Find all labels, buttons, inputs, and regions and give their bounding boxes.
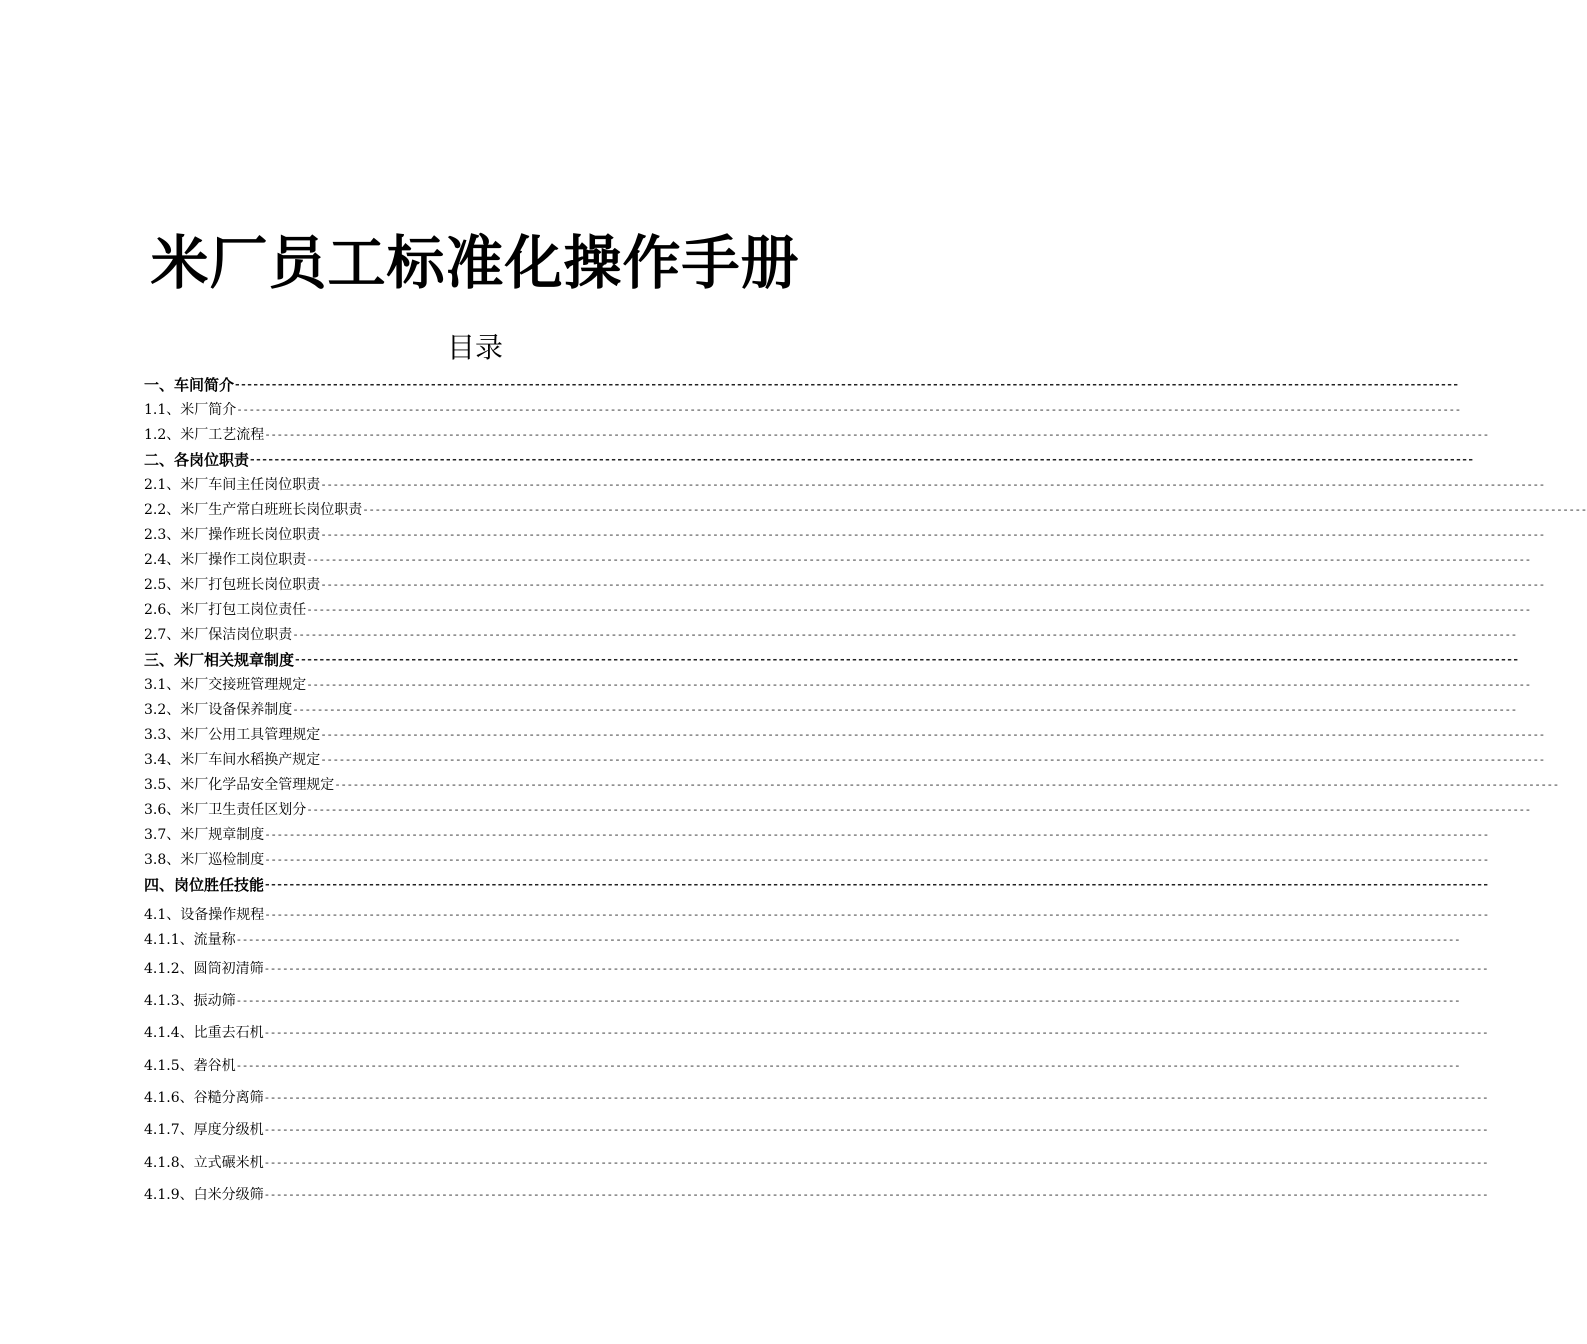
- toc-entry-number: 2.7、: [144, 627, 181, 643]
- toc-leader-dots: --------------------------------------------------------------------------------------------------------------------------------------------------------------------------------------------------------: [306, 677, 1531, 691]
- toc-entry-number: 1.2、: [144, 427, 181, 443]
- toc-leader-dots: --------------------------------------------------------------------------------------------------------------------------------------------------------------------------------------------------------: [236, 402, 1461, 416]
- toc-leader-dots: --------------------------------------------------------------------------------------------------------------------------------------------------------------------------------------------------------: [320, 577, 1545, 591]
- toc-leader-dots: --------------------------------------------------------------------------------------------------------------------------------------------------------------------------------------------------------: [263, 1155, 1489, 1169]
- toc-entry-number: 2.6、: [144, 602, 181, 618]
- toc-entry-number: 四、: [144, 875, 175, 894]
- toc-leader-dots: --------------------------------------------------------------------------------------------------------------------------------------------------------------------------------------------------------: [235, 993, 1461, 1007]
- toc-entry-label: 车间简介: [174, 375, 235, 394]
- document-title: 米厂员工标准化操作手册: [150, 229, 800, 297]
- toc-entry-label: 米厂生产常白班班长岗位职责: [180, 502, 363, 518]
- toc-leader-dots: --------------------------------------------------------------------------------------------------------------------------------------------------------------------------------------------------------: [235, 1058, 1461, 1072]
- toc-entry-label: 立式碾米机: [193, 1155, 264, 1171]
- toc-entry-label: 米厂公用工具管理规定: [180, 727, 321, 743]
- toc-entry-label: 砻谷机: [193, 1058, 236, 1074]
- toc-leader-dots: --------------------------------------------------------------------------------------------------------------------------------------------------------------------------------------------------------: [306, 802, 1531, 816]
- toc-entry[interactable]: [144, 991, 1461, 1009]
- toc-leader-dots: --------------------------------------------------------------------------------------------------------------------------------------------------------------------------------------------------------: [263, 961, 1489, 975]
- toc-entry[interactable]: [144, 625, 1517, 643]
- toc-entry[interactable]: [144, 500, 1587, 518]
- toc-leader-dots: --------------------------------------------------------------------------------------------------------------------------------------------------------------------------------------------------------: [306, 552, 1531, 566]
- toc-entry[interactable]: [144, 675, 1531, 693]
- toc-leader-dots: --------------------------------------------------------------------------------------------------------------------------------------------------------------------------------------------------------: [263, 1122, 1489, 1136]
- toc-entry-label: 岗位胜任技能: [174, 875, 265, 894]
- toc-entry-label: 米厂简介: [180, 402, 237, 418]
- toc-entry[interactable]: [144, 550, 1531, 568]
- toc-entry-number: 3.7、: [144, 827, 181, 843]
- toc-entry-number: 4.1.4、: [144, 1025, 194, 1041]
- toc-leader-dots: --------------------------------------------------------------------------------------------------------------------------------------------------------------------------------------------------------: [264, 852, 1489, 866]
- toc-leader-dots: --------------------------------------------------------------------------------------------------------------------------------------------------------------------------------------------------------: [264, 907, 1489, 921]
- toc-leader-dots: --------------------------------------------------------------------------------------------------------------------------------------------------------------------------------------------------------: [234, 377, 1459, 391]
- toc-entry-number: 4.1.6、: [144, 1090, 194, 1106]
- toc-entry-label: 米厂交接班管理规定: [180, 677, 307, 693]
- toc-leader-dots: --------------------------------------------------------------------------------------------------------------------------------------------------------------------------------------------------------: [320, 752, 1545, 766]
- toc-leader-dots: --------------------------------------------------------------------------------------------------------------------------------------------------------------------------------------------------------: [292, 627, 1517, 641]
- toc-entry-number: 2.3、: [144, 527, 181, 543]
- toc-leader-dots: --------------------------------------------------------------------------------------------------------------------------------------------------------------------------------------------------------: [292, 702, 1517, 716]
- toc-entry[interactable]: [144, 1088, 1489, 1106]
- toc-entry-number: 二、: [144, 450, 175, 469]
- toc-entry-label: 各岗位职责: [174, 450, 250, 469]
- toc-leader-dots: --------------------------------------------------------------------------------------------------------------------------------------------------------------------------------------------------------: [263, 1090, 1489, 1104]
- toc-leader-dots: --------------------------------------------------------------------------------------------------------------------------------------------------------------------------------------------------------: [249, 452, 1474, 466]
- toc-entry[interactable]: [144, 1153, 1489, 1171]
- toc-leader-dots: --------------------------------------------------------------------------------------------------------------------------------------------------------------------------------------------------------: [334, 777, 1559, 791]
- toc-entry-number: 4.1.5、: [144, 1058, 194, 1074]
- toc-entry-number: 4.1、: [144, 907, 181, 923]
- toc-entry[interactable]: [144, 650, 1519, 669]
- toc-entry-label: 米厂车间主任岗位职责: [180, 477, 321, 493]
- toc-entry-number: 3.8、: [144, 852, 181, 868]
- toc-leader-dots: --------------------------------------------------------------------------------------------------------------------------------------------------------------------------------------------------------: [264, 877, 1489, 891]
- toc-leader-dots: --------------------------------------------------------------------------------------------------------------------------------------------------------------------------------------------------------: [362, 502, 1587, 516]
- toc-entry-label: 米厂操作班长岗位职责: [180, 527, 321, 543]
- toc-entry[interactable]: [144, 575, 1545, 593]
- toc-entry[interactable]: [144, 775, 1559, 793]
- toc-entry-label: 振动筛: [193, 993, 236, 1009]
- toc-entry-label: 米厂规章制度: [180, 827, 265, 843]
- toc-entry[interactable]: [144, 600, 1531, 618]
- toc-entry-number: 2.1、: [144, 477, 181, 493]
- toc-entry[interactable]: [144, 1023, 1489, 1041]
- toc-entry[interactable]: [144, 1120, 1489, 1138]
- toc-leader-dots: --------------------------------------------------------------------------------------------------------------------------------------------------------------------------------------------------------: [320, 527, 1545, 541]
- toc-entry[interactable]: [144, 425, 1489, 443]
- toc-entry[interactable]: [144, 800, 1531, 818]
- toc-entry-label: 米厂工艺流程: [180, 427, 265, 443]
- toc-entry-number: 4.1.3、: [144, 993, 194, 1009]
- toc-entry[interactable]: [144, 930, 1461, 948]
- toc-leader-dots: --------------------------------------------------------------------------------------------------------------------------------------------------------------------------------------------------------: [306, 602, 1531, 616]
- toc-entry[interactable]: [144, 450, 1474, 469]
- toc-entry-label: 厚度分级机: [193, 1122, 264, 1138]
- toc-entry-number: 4.1.1、: [144, 932, 194, 948]
- toc-entry[interactable]: [144, 959, 1489, 977]
- toc-entry[interactable]: [144, 700, 1517, 718]
- toc-entry[interactable]: [144, 1056, 1461, 1074]
- toc-entry[interactable]: [144, 725, 1545, 743]
- toc-entry-label: 白米分级筛: [193, 1187, 264, 1203]
- toc-leader-dots: --------------------------------------------------------------------------------------------------------------------------------------------------------------------------------------------------------: [264, 427, 1489, 441]
- toc-entry-label: 米厂相关规章制度: [174, 650, 295, 669]
- toc-entry-label: 米厂巡检制度: [180, 852, 265, 868]
- toc-entry-number: 3.2、: [144, 702, 181, 718]
- toc-leader-dots: --------------------------------------------------------------------------------------------------------------------------------------------------------------------------------------------------------: [320, 727, 1545, 741]
- toc-entry-label: 设备操作规程: [180, 907, 265, 923]
- toc-entry[interactable]: [144, 1185, 1489, 1203]
- toc-entry[interactable]: [144, 850, 1489, 868]
- toc-entry-number: 3.1、: [144, 677, 181, 693]
- toc-entry-number: 4.1.7、: [144, 1122, 194, 1138]
- toc-leader-dots: --------------------------------------------------------------------------------------------------------------------------------------------------------------------------------------------------------: [264, 827, 1489, 841]
- toc-entry[interactable]: [144, 875, 1489, 894]
- toc-entry-number: 3.6、: [144, 802, 181, 818]
- toc-leader-dots: --------------------------------------------------------------------------------------------------------------------------------------------------------------------------------------------------------: [263, 1025, 1489, 1039]
- toc-entry-label: 圆筒初清筛: [193, 961, 264, 977]
- toc-entry-label: 米厂车间水稻换产规定: [180, 752, 321, 768]
- toc-entry-label: 米厂打包工岗位责任: [180, 602, 307, 618]
- toc-entry[interactable]: [144, 400, 1461, 418]
- toc-entry[interactable]: [144, 825, 1489, 843]
- toc-entry-label: 米厂操作工岗位职责: [180, 552, 307, 568]
- toc-entry[interactable]: [144, 750, 1545, 768]
- toc-entry-number: 4.1.8、: [144, 1155, 194, 1171]
- toc-heading: 目录: [446, 331, 503, 364]
- toc-entry-number: 4.1.2、: [144, 961, 194, 977]
- toc-entry-number: 3.5、: [144, 777, 181, 793]
- toc-entry-number: 2.5、: [144, 577, 181, 593]
- toc-entry-label: 米厂化学品安全管理规定: [180, 777, 335, 793]
- toc-entry-number: 一、: [144, 375, 175, 394]
- toc-entry-number: 三、: [144, 650, 175, 669]
- toc-entry-label: 谷糙分离筛: [193, 1090, 264, 1106]
- toc-entry-label: 米厂打包班长岗位职责: [180, 577, 321, 593]
- toc-entry-number: 2.2、: [144, 502, 181, 518]
- toc-entry-label: 米厂设备保养制度: [180, 702, 293, 718]
- toc-entry-number: 4.1.9、: [144, 1187, 194, 1203]
- toc-entry[interactable]: [144, 525, 1545, 543]
- toc-entry-number: 3.4、: [144, 752, 181, 768]
- toc-entry-label: 米厂卫生责任区划分: [180, 802, 307, 818]
- toc-entry-number: 2.4、: [144, 552, 181, 568]
- toc-entry[interactable]: [144, 375, 1459, 394]
- toc-entry-label: 流量称: [193, 932, 236, 948]
- toc-leader-dots: --------------------------------------------------------------------------------------------------------------------------------------------------------------------------------------------------------: [320, 477, 1545, 491]
- toc-leader-dots: --------------------------------------------------------------------------------------------------------------------------------------------------------------------------------------------------------: [235, 932, 1461, 946]
- toc-entry[interactable]: [144, 475, 1545, 493]
- toc-entry-number: 3.3、: [144, 727, 181, 743]
- toc-leader-dots: --------------------------------------------------------------------------------------------------------------------------------------------------------------------------------------------------------: [294, 652, 1519, 666]
- toc-entry-number: 1.1、: [144, 402, 181, 418]
- toc-entry[interactable]: [144, 905, 1489, 923]
- toc-leader-dots: --------------------------------------------------------------------------------------------------------------------------------------------------------------------------------------------------------: [263, 1187, 1489, 1201]
- toc-entry-label: 比重去石机: [193, 1025, 264, 1041]
- toc-entry-label: 米厂保洁岗位职责: [180, 627, 293, 643]
